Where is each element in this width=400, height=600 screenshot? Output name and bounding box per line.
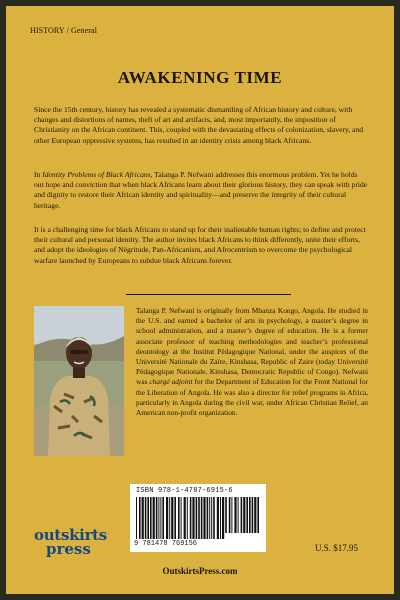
barcode-bar	[198, 497, 200, 539]
barcode-bar	[156, 497, 158, 539]
barcode-bar	[252, 497, 254, 533]
barcode-bar	[220, 497, 221, 539]
barcode-bars	[134, 497, 262, 539]
barcode-bar	[211, 497, 212, 539]
barcode-bar	[225, 497, 227, 533]
author-portrait-photo	[34, 306, 124, 456]
barcode-bar	[192, 497, 194, 539]
book-title: AWAKENING TIME	[117, 68, 283, 87]
barcode-bar	[169, 497, 170, 539]
barcode-bar	[222, 497, 224, 539]
author-photo-illustration	[34, 306, 124, 456]
blurb-paragraph-2-prefix: In	[34, 170, 43, 179]
barcode-bar	[209, 497, 210, 539]
barcode-bar	[160, 497, 161, 539]
barcode-bar	[181, 497, 182, 539]
isbn-barcode	[130, 484, 266, 552]
price: U.S. $17.95	[315, 543, 359, 553]
barcode-bar	[249, 497, 251, 533]
barcode-bar	[257, 497, 259, 533]
outskirts-press-logo	[34, 528, 107, 556]
barcode-bar	[178, 497, 180, 539]
barcode-bar	[238, 497, 239, 533]
author-bio-text: Talanga P. Nefwani is originally from Mbanza Kongo, Angola. He studied in the U.S. and earned a bachelor of arts in psychology, a master’s degree in school administration, and a master’s degree of education. He is a former associate professor of teaching methodologies and teacher’s professional deontology at the Institut Pédagogique National, under the auspices of the Université Nationale du Zaïre, Kinshasa, Republic of Zaire (today Université Pédagogique Nationale, Kinshasa, Democratic Republic of Congo). Nefwani was	[136, 306, 368, 387]
barcode-bar	[241, 497, 243, 533]
barcode-bar	[243, 497, 245, 533]
barcode-bar	[254, 497, 256, 533]
author-bio-italic-title: chargé adjoint	[149, 377, 193, 387]
barcode-bar	[246, 497, 248, 533]
isbn-number: ISBN 978-1-4787-6915-6	[136, 487, 233, 495]
blurb-paragraph-1: Since the 15th century, history has revealed a systematic dismantling of African history and culture, with changes and distortions of names, theft of art and artifacts, and, most importantly, the imposition of Christianity on the African continent. This, coupled with the devastating effects of colonization, slavery, and other European oppressive systems, has resulted in an identity crisis among black Africans.	[34, 105, 364, 145]
logo-line-1: outskirts	[34, 526, 107, 544]
barcode-bar	[229, 497, 231, 533]
blurb-paragraph-2-rest: Talanga P. Nefwani addresses this enormous problem. Yet he holds out hope and conviction that when black Africans learn about their glorious history, they can speak with pride and dignity to restore their African identity and spirituality—and preserve the integrity of their cultural heritage.	[34, 170, 368, 210]
author-bio-text-end: for the Department of Education for the Front National for the Liberation of Angola. He was also a director for relief programs in Africa, particularly in Angola during the civil war, under African Christian Relief, an American non-profit organization.	[136, 377, 368, 418]
ean-digits: 9 781478 769156	[134, 540, 198, 548]
barcode-bar	[234, 497, 236, 533]
blurb-paragraph-2	[34, 170, 368, 211]
barcode-bar	[147, 497, 149, 539]
barcode-bar	[196, 497, 198, 539]
book-back-cover	[6, 6, 394, 594]
barcode-bar	[150, 497, 152, 539]
barcode-bar	[213, 497, 215, 539]
section-divider	[126, 294, 291, 295]
barcode-bar	[174, 497, 176, 539]
barcode-bar	[190, 497, 192, 539]
barcode-bar	[203, 497, 205, 539]
barcode-bar	[139, 497, 141, 539]
publisher-website: OutskirtsPress.com	[162, 566, 238, 576]
barcode-bar	[142, 497, 144, 539]
barcode-bar	[207, 497, 209, 539]
barcode-bar	[145, 497, 147, 539]
barcode-bar	[136, 497, 137, 539]
blurb-paragraph-3: It is a challenging time for black Africans to stand up for their inalienable human rights; to define and protect their cultural and personal identity. The author invites black Africans to think differently, unite their efforts, and adopt the ideologies of Négritude, Pan-Africanism, and Afrocentrism to overcome the psychological warfare launched by Europeans to subdue black Africans forever.	[34, 225, 366, 265]
barcode-bar	[187, 497, 188, 539]
barcode-bar	[184, 497, 186, 539]
barcode-bar	[217, 497, 219, 539]
category-label: HISTORY / General	[30, 26, 98, 35]
barcode-bar	[171, 497, 173, 539]
logo-line-2: press	[46, 540, 91, 558]
referenced-book-title: Identity Problems of Black Africans,	[42, 170, 153, 179]
author-bio	[136, 306, 368, 418]
barcode-bar	[201, 497, 203, 539]
barcode-bar	[166, 497, 168, 539]
barcode-bar	[153, 497, 155, 539]
barcode-bar	[162, 497, 164, 539]
barcode-bar	[231, 497, 232, 533]
barcode-bar	[158, 497, 159, 539]
